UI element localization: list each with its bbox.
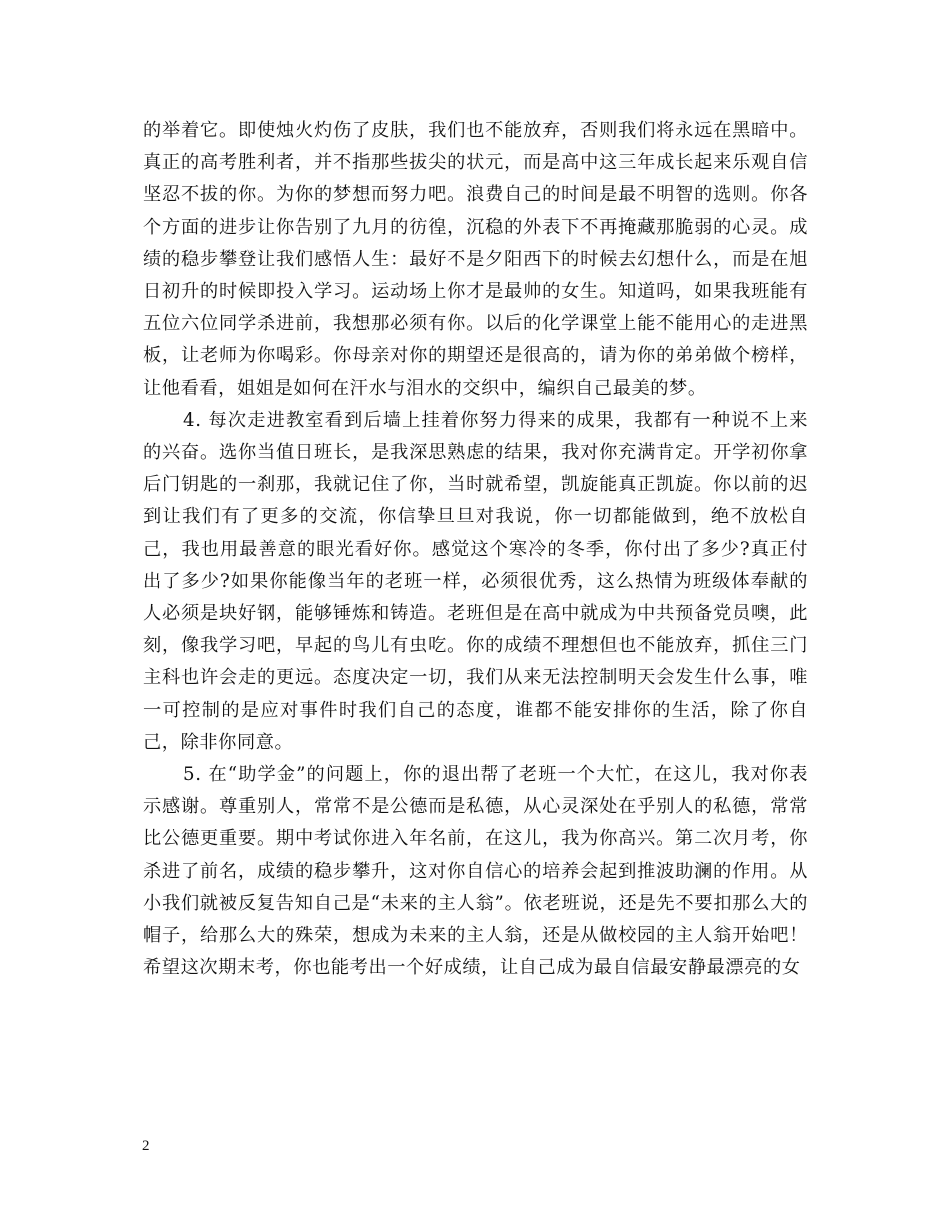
paragraph-5: 5. 在“助学金”的问题上，你的退出帮了老班一个大忙，在这儿，我对你表示感谢。尊重别人，常常不是公德而是私德，从心灵深处在乎别人的私德，常常比公德更重要。期中考试你进入年名前，在这儿，我为你高兴。第二次月考，你杀进了前名，成绩的稳步攀升，这对你自信心的培养会起到推波助澜的作用。从小我们就被反复告知自己是“未来的主人翁”。依老班说，还是先不要扣那么大的帽子，给那么大的殊荣，想成为未来的主人翁，还是从做校园的主人翁开始吧！希望这次期末考，你也能考出一个好成绩，让自己成为最自信最安静最漂亮的女 [143, 764, 808, 979]
document-body [143, 115, 808, 984]
paragraph-4: 4. 每次走进教室看到后墙上挂着你努力得来的成果，我都有一种说不上来的兴奋。选你当值日班长，是我深思熟虑的结果，我对你充满肯定。开学初你拿后门钥匙的一刹那，我就记住了你，当时就希望，凯旋能真正凯旋。你以前的迟到让我们有了更多的交流，你信挚旦旦对我说，你一切都能做到，绝不放松自己，我也用最善意的眼光看好你。感觉这个寒冷的冬季，你付出了多少?真正付出了多少?如果你能像当年的老班一样，必须很优秀，这么热情为班级体奉献的人必须是块好钢，能够锤炼和铸造。老班但是在高中就成为中共预备党员噢，此刻，像我学习吧，早起的鸟儿有虫吃。你的成绩不理想但也不能放弃，抓住三门主科也许会走的更远。态度决定一切，我们从来无法控制明天会发生什么事，唯一可控制的是应对事件时我们自己的态度，谁都不能安排你的生活，除了你自己，除非你同意。 [143, 409, 808, 753]
paragraph-continued: 的举着它。即使烛火灼伤了皮肤，我们也不能放弃，否则我们将永远在黑暗中。真正的高考胜利者，并不指那些拔尖的状元，而是高中这三年成长起来乐观自信坚忍不拔的你。为你的梦想而努力吧。浪费自己的时间是最不明智的选则。你各个方面的进步让你告别了九月的彷徨，沉稳的外表下不再掩藏那脆弱的心灵。成绩的稳步攀登让我们感悟人生：最好不是夕阳西下的时候去幻想什么，而是在旭日初升的时候即投入学习。运动场上你才是最帅的女生。知道吗，如果我班能有五位六位同学杀进前，我想那必须有你。以后的化学课堂上能不能用心的走进黑板，让老师为你喝彩。你母亲对你的期望还是很高的，请为你的弟弟做个榜样，让他看看，姐姐是如何在汗水与泪水的交织中，编织自己最美的梦。 [143, 120, 808, 399]
page-number: 2 [142, 1138, 150, 1154]
